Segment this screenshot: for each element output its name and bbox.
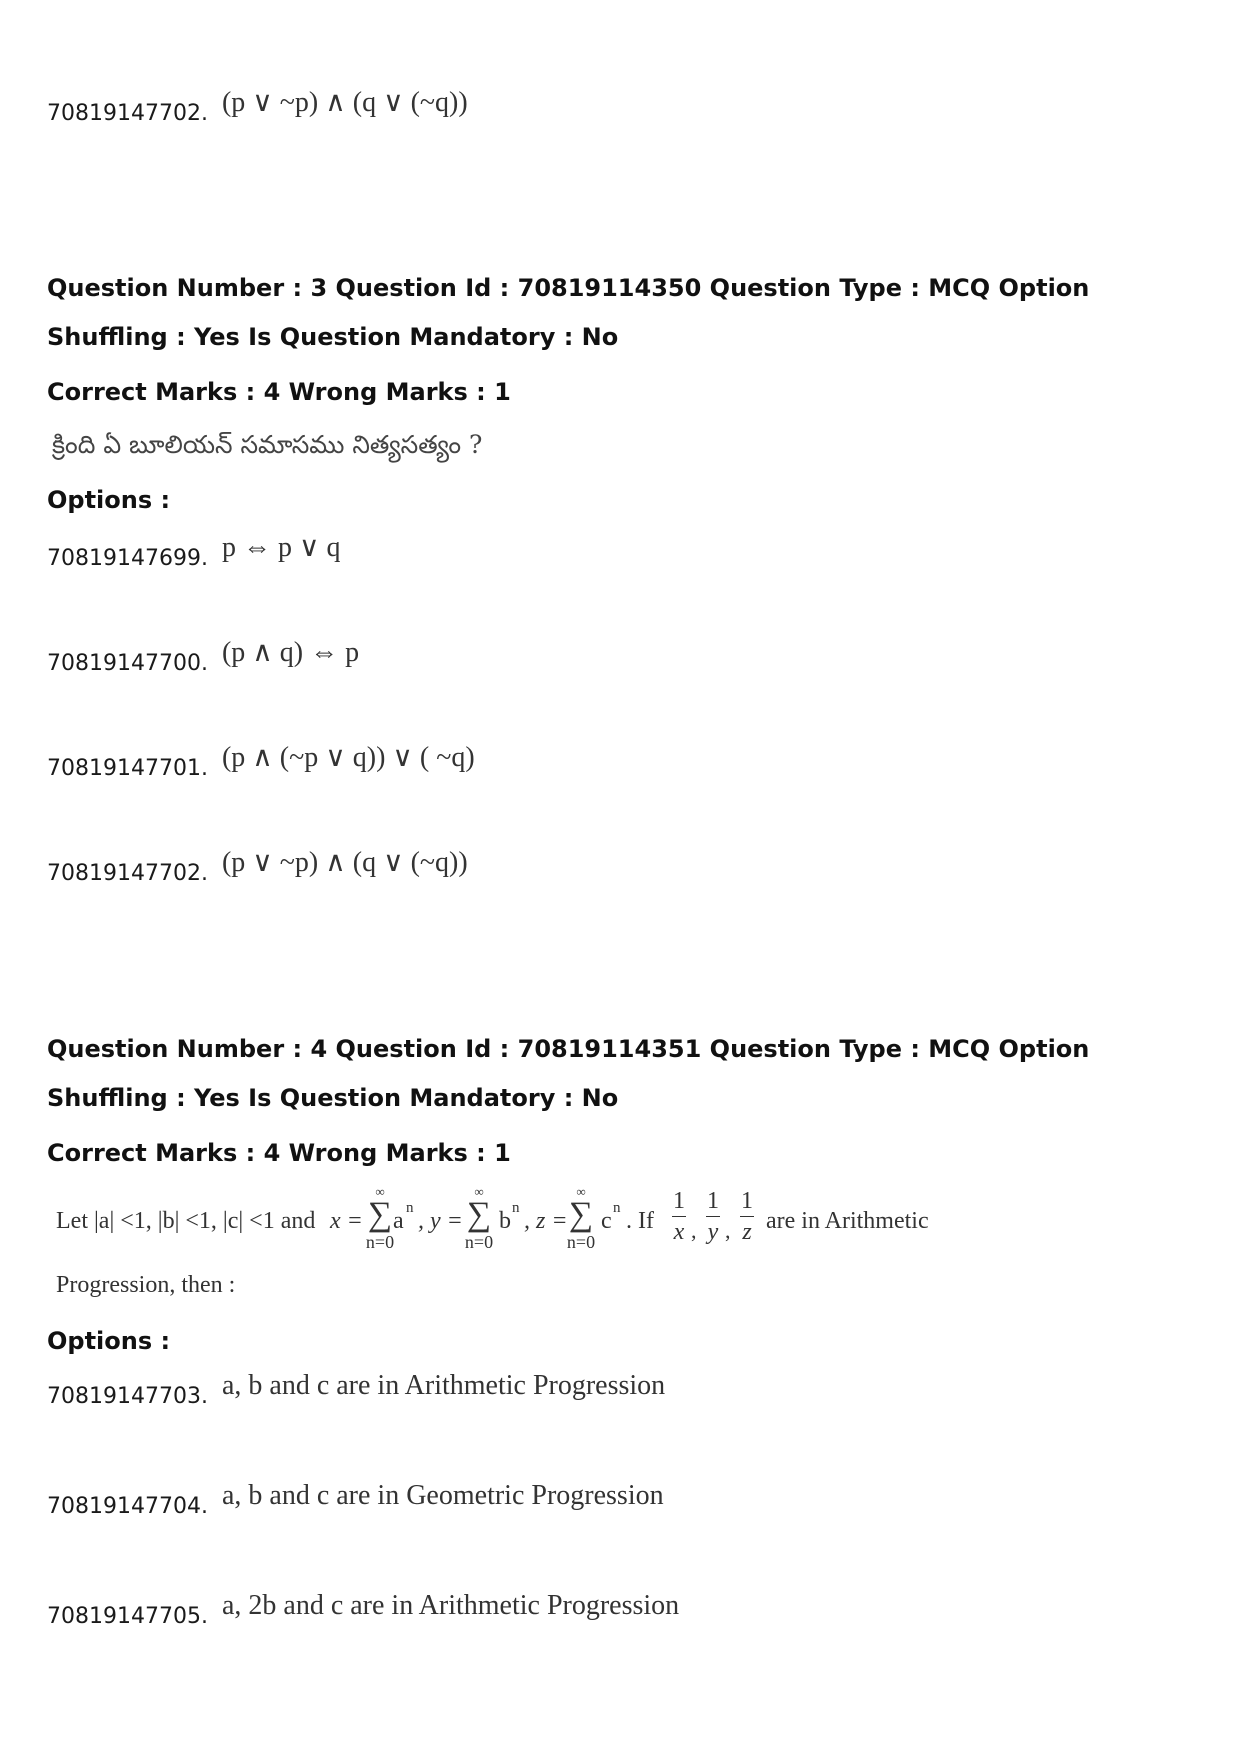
option-row[interactable] [47, 1370, 666, 1410]
option-id: 70819147702. [47, 101, 208, 126]
options-label: Options : [47, 1327, 171, 1355]
exp-n: n [406, 1200, 414, 1216]
exp-n: n [512, 1200, 520, 1216]
option-id: 70819147702. [47, 861, 208, 886]
option-text: a, 2b and c are in Arithmetic Progression [221, 1590, 680, 1621]
option-row[interactable] [47, 87, 468, 127]
sum-lower: n=0 [365, 1232, 395, 1252]
denominator: z [742, 1219, 752, 1245]
sum-y [454, 1185, 504, 1253]
numerator: 1 [673, 1188, 685, 1214]
option-id: 70819147701. [47, 756, 208, 781]
option-id: 70819147700. [47, 651, 208, 676]
option-row[interactable] [47, 1590, 680, 1630]
option-row[interactable] [47, 847, 468, 887]
stem-tail: are in Arithmetic [766, 1208, 929, 1234]
fraction-1-over-z [740, 1188, 754, 1245]
sum-z [556, 1185, 606, 1253]
question-header: Question Number : 3 Question Id : 70819114350 Question Type : MCQ Option Shuffling : Yes Is Question Mandatory : No [47, 274, 1090, 351]
stem-let: Let |a| <1, |b| <1, |c| <1 and [56, 1208, 316, 1234]
fraction-bar [672, 1216, 686, 1217]
stem-if: . If [626, 1208, 654, 1234]
option-text: p ⇔ p ∨ q [221, 532, 341, 563]
stem-line2: Progression, then : [56, 1272, 236, 1298]
question-header: Question Number : 4 Question Id : 70819114351 Question Type : MCQ Option Shuffling : Yes Is Question Mandatory : No [47, 1035, 1090, 1112]
fraction-bar [706, 1216, 720, 1217]
option-row[interactable] [47, 1480, 664, 1520]
sigma-icon: ∑ [466, 1196, 492, 1233]
sum-lower: n=0 [464, 1232, 494, 1252]
option-text: (p ∧ q) ⇔ p [221, 637, 360, 668]
fraction-bar [740, 1216, 754, 1217]
denominator: y [707, 1219, 719, 1245]
option-text: (p ∧ (~p ∨ q)) ∨ ( ~q) [221, 742, 475, 773]
sum-upper: ∞ [474, 1184, 484, 1199]
fraction-1-over-y [706, 1188, 720, 1245]
stem-x-eq: x = [330, 1208, 363, 1234]
fraction-1-over-x [672, 1188, 686, 1245]
option-text: (p ∨ ~p) ∧ (q ∨ (~q)) [221, 87, 468, 118]
comma: , [691, 1218, 697, 1243]
option-row[interactable] [47, 532, 341, 572]
options-label: Options : [47, 486, 171, 514]
exp-n: n [613, 1200, 621, 1216]
option-id: 70819147704. [47, 1494, 208, 1519]
term-a: a [393, 1208, 404, 1234]
question-marks: Correct Marks : 4 Wrong Marks : 1 [47, 1139, 511, 1167]
sigma-icon: ∑ [568, 1196, 594, 1233]
comma: , [725, 1218, 731, 1243]
sigma-icon: ∑ [367, 1196, 393, 1233]
numerator: 1 [741, 1188, 753, 1214]
option-id: 70819147705. [47, 1604, 208, 1629]
option-id: 70819147699. [47, 546, 208, 571]
question-marks: Correct Marks : 4 Wrong Marks : 1 [47, 378, 511, 406]
stem-y-eq: , y = [418, 1208, 463, 1234]
sum-lower: n=0 [566, 1232, 596, 1252]
option-id: 70819147703. [47, 1384, 208, 1409]
option-text: a, b and c are in Arithmetic Progression [221, 1370, 666, 1401]
term-b: b [499, 1208, 511, 1234]
denominator: x [673, 1219, 685, 1245]
question-text: క్రింది ఏ బూలియన్ సమాసము నిత్యసత్యం ? [52, 430, 483, 459]
option-row[interactable] [47, 742, 475, 782]
option-text: a, b and c are in Geometric Progression [221, 1480, 664, 1511]
option-text: (p ∨ ~p) ∧ (q ∨ (~q)) [221, 847, 468, 878]
sum-upper: ∞ [375, 1184, 385, 1199]
numerator: 1 [707, 1188, 719, 1214]
sum-upper: ∞ [576, 1184, 586, 1199]
term-c: c [601, 1208, 612, 1234]
stem-z-eq: , z = [524, 1208, 568, 1234]
option-row[interactable] [47, 637, 360, 677]
